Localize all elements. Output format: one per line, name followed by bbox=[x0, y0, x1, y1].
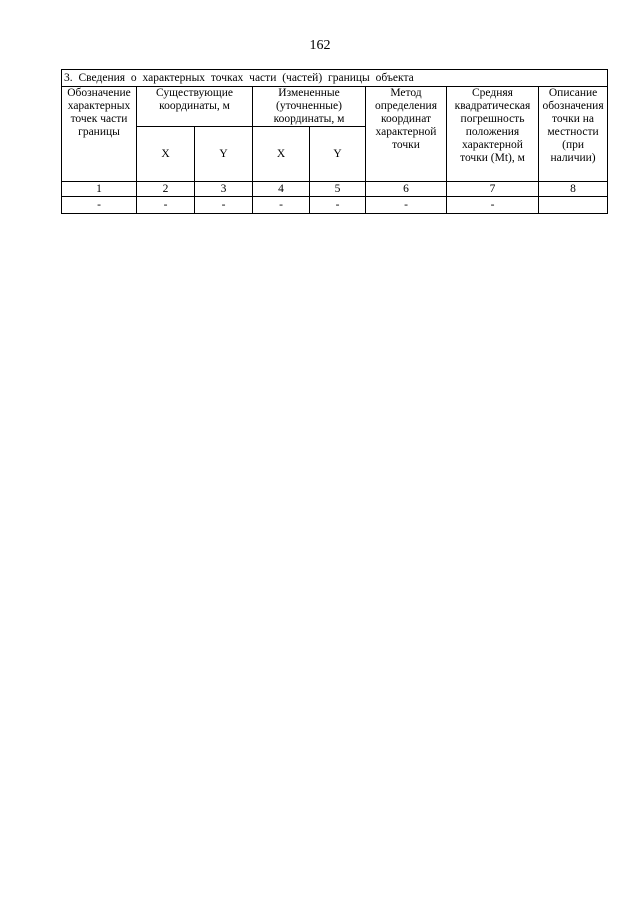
section-title: 3. Сведения о характерных точках части (частей) границы объекта bbox=[62, 70, 608, 87]
header-designation: Обозначение характерных точек части границы bbox=[62, 87, 137, 182]
subheader-changed-x: X bbox=[253, 127, 310, 182]
column-number: 7 bbox=[447, 182, 539, 197]
table-cell bbox=[539, 197, 608, 214]
header-method: Метод определения координат характерной точки bbox=[366, 87, 447, 182]
column-number: 5 bbox=[310, 182, 366, 197]
column-number: 1 bbox=[62, 182, 137, 197]
table-cell: - bbox=[137, 197, 195, 214]
header-existing-coordinates: Существующие координаты, м bbox=[137, 87, 253, 127]
header-error: Средняя квадратическая погрешность положения характерной точки (Mt), м bbox=[447, 87, 539, 182]
page-number: 162 bbox=[309, 38, 331, 53]
section-title-row bbox=[62, 70, 608, 87]
subheader-existing-y: Y bbox=[195, 127, 253, 182]
header-row bbox=[62, 87, 608, 127]
header-description: Описание обозначения точки на местности (при наличии) bbox=[539, 87, 608, 182]
column-number: 6 bbox=[366, 182, 447, 197]
boundary-points-table bbox=[61, 69, 608, 214]
header-changed-coordinates: Измененные (уточненные) координаты, м bbox=[253, 87, 366, 127]
table-cell: - bbox=[366, 197, 447, 214]
column-number: 2 bbox=[137, 182, 195, 197]
table-cell: - bbox=[310, 197, 366, 214]
column-number: 4 bbox=[253, 182, 310, 197]
table-cell: - bbox=[253, 197, 310, 214]
column-number: 3 bbox=[195, 182, 253, 197]
subheader-changed-y: Y bbox=[310, 127, 366, 182]
table-row bbox=[62, 197, 608, 214]
subheader-existing-x: X bbox=[137, 127, 195, 182]
table-cell: - bbox=[62, 197, 137, 214]
table-cell: - bbox=[195, 197, 253, 214]
column-number-row bbox=[62, 182, 608, 197]
table-cell: - bbox=[447, 197, 539, 214]
column-number: 8 bbox=[539, 182, 608, 197]
